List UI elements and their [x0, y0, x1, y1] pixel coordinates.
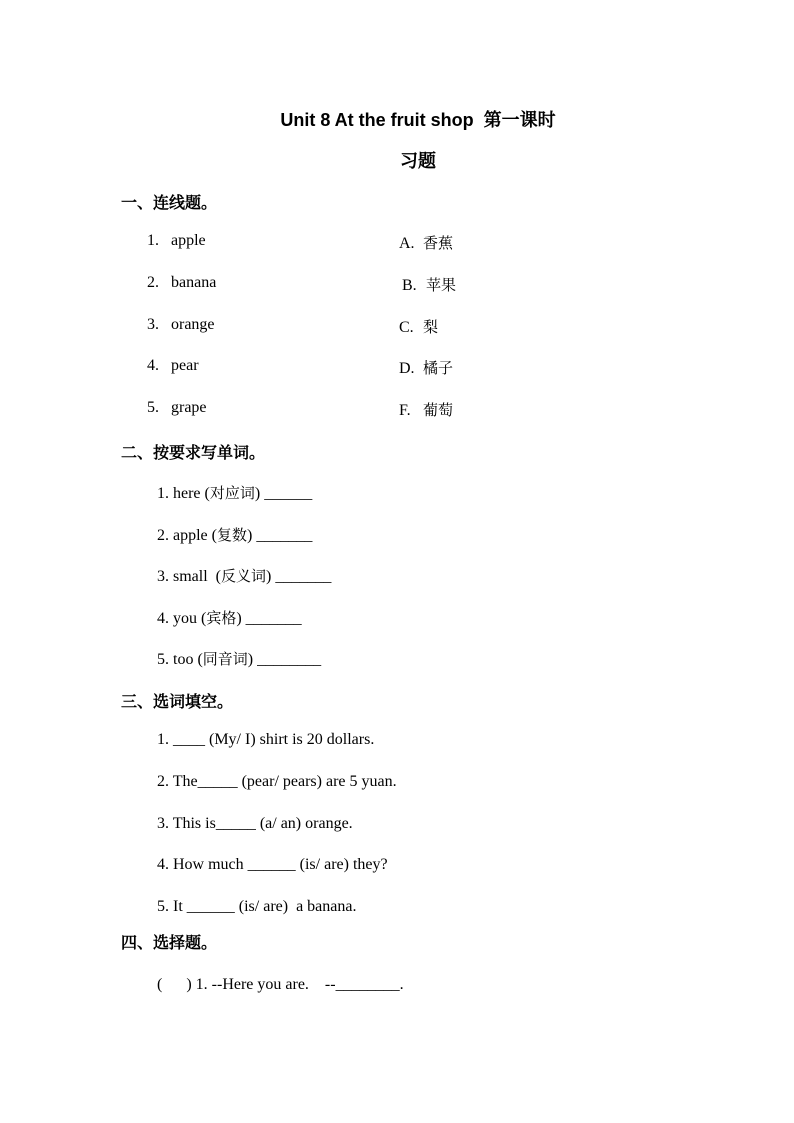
fill-blank-question: 4. How much ______ (is/ are) they?	[157, 856, 388, 873]
match-right-item: B. 苹果	[402, 276, 457, 294]
page-title: Unit 8 At the fruit shop 第一课时	[280, 110, 556, 130]
fill-blank-question: 2. The_____ (pear/ pears) are 5 yuan.	[157, 773, 397, 790]
section-heading-choice: 四、选择题。	[121, 933, 218, 952]
match-left-item: 4. pear	[147, 357, 199, 374]
word-form-question: 1. here (对应词) ______	[157, 484, 313, 502]
section-heading-word-forms: 二、按要求写单词。	[121, 443, 266, 462]
match-left-item: 5. grape	[147, 399, 207, 416]
fill-blank-question: 1. ____ (My/ I) shirt is 20 dollars.	[157, 731, 375, 748]
match-right-item: D. 橘子	[399, 359, 454, 377]
word-form-question: 2. apple (复数) _______	[157, 526, 313, 544]
match-right-item: A. 香蕉	[399, 234, 454, 252]
page-subtitle: 习题	[400, 151, 436, 171]
match-left-item: 1. apple	[147, 232, 206, 249]
fill-blank-question: 5. It ______ (is/ are) a banana.	[157, 898, 357, 915]
word-form-question: 3. small (反义词) _______	[157, 567, 332, 585]
match-right-item: F. 葡萄	[399, 401, 454, 419]
match-right-item: C. 梨	[399, 318, 439, 336]
match-left-item: 2. banana	[147, 274, 217, 291]
section-heading-fill-blanks: 三、选词填空。	[121, 692, 234, 711]
fill-blank-question: 3. This is_____ (a/ an) orange.	[157, 815, 353, 832]
word-form-question: 4. you (宾格) _______	[157, 609, 302, 627]
match-left-item: 3. orange	[147, 316, 215, 333]
section-heading-matching: 一、连线题。	[121, 193, 218, 212]
word-form-question: 5. too (同音词) ________	[157, 650, 322, 668]
choice-question: ( ) 1. --Here you are. --________.	[157, 976, 404, 993]
